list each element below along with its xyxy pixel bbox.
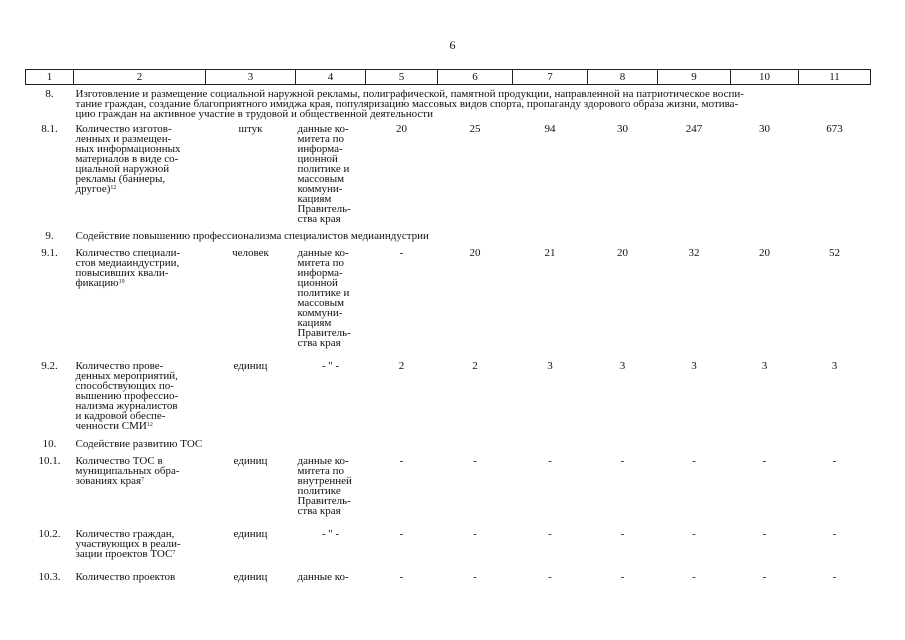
value-col-10: - xyxy=(762,571,767,583)
value-col-8: - xyxy=(620,571,625,583)
value-col-9: - xyxy=(692,571,696,583)
section-title: Изготовление и размещение социальной наружной рекламы, полиграфической, памятной продукции, направленной на патриотическое воспи- тание граждан, создание благоприятного имиджа края, популяризацию массовых видов спорта, пропаганду здорового образа жизни, мотива- цию граждан на активное участие в трудовой и общественной деятельности xyxy=(75,88,744,120)
value-col-10: - xyxy=(762,455,767,467)
unit: единиц xyxy=(233,528,268,540)
value-col-5: - xyxy=(399,247,404,259)
table-row xyxy=(26,358,871,436)
value-col-9: 32 xyxy=(688,247,700,259)
data-source: данные ко- xyxy=(297,571,349,583)
footnote-marker: 7 xyxy=(172,550,176,556)
footnote-marker: 12 xyxy=(146,422,153,428)
unit: единиц xyxy=(233,360,268,372)
table-row xyxy=(26,245,871,358)
section-title: Содействие развитию ТОС xyxy=(75,438,203,450)
value-col-7: - xyxy=(548,528,552,540)
column-header-7: 7 xyxy=(513,70,588,85)
section-row xyxy=(26,85,871,122)
value-col-9: 247 xyxy=(685,123,703,135)
value-col-7: - xyxy=(548,455,552,467)
value-col-7: 3 xyxy=(547,360,553,372)
value-col-7: - xyxy=(548,571,552,583)
section-row xyxy=(26,229,871,245)
value-col-5: - xyxy=(399,455,404,467)
indicator-name: Количество прове- денных мероприятий, способствующих по- вышению профессио- нализма журналистов и кадровой обеспе- ченности СМИ$^{12}$ xyxy=(75,360,179,432)
value-col-11: 673 xyxy=(826,123,843,135)
data-source: данные ко- митета по информа- ционной политике и массовым коммуни- кациям Правитель- ства края xyxy=(297,123,351,225)
row-number: 9.2. xyxy=(41,360,58,372)
value-col-11: 52 xyxy=(829,247,840,259)
value-col-10: 30 xyxy=(759,123,770,135)
page-number: 6 xyxy=(449,38,456,52)
section-number: 9. xyxy=(45,230,54,242)
indicator-name: Количество граждан, участвующих в реали- зации проектов ТОС$^7$ xyxy=(75,528,181,560)
row-number: 10.2. xyxy=(38,528,61,540)
value-col-8: 20 xyxy=(617,247,628,259)
column-header-9: 9 xyxy=(658,70,731,85)
section-row xyxy=(26,436,871,453)
column-header-2: 2 xyxy=(74,70,206,85)
value-col-11: - xyxy=(832,455,837,467)
section-number: 8. xyxy=(45,88,54,100)
value-col-11: 3 xyxy=(831,360,838,372)
table-header-row xyxy=(26,70,871,85)
value-col-10: - xyxy=(762,528,767,540)
table-row xyxy=(26,121,871,229)
column-header-6: 6 xyxy=(438,70,513,85)
data-source: - " - xyxy=(321,360,340,372)
value-col-6: - xyxy=(473,528,477,540)
table-row xyxy=(26,453,871,526)
unit: единиц xyxy=(233,571,268,583)
indicator-name: Количество ТОС в муниципальных обра- зованиях края$^7$ xyxy=(75,455,180,487)
value-col-6: - xyxy=(473,571,477,583)
data-source: данные ко- митета по внутренней политике Правитель- ства края xyxy=(297,455,352,517)
indicator-name: Количество специали- стов медиаиндустрии, повысивших квали- фикацию$^{19}$ xyxy=(75,247,181,289)
value-col-10: 20 xyxy=(759,247,770,259)
value-col-11: - xyxy=(832,528,837,540)
value-col-6: 2 xyxy=(472,360,478,372)
value-col-5: - xyxy=(399,528,404,540)
row-number: 8.1. xyxy=(41,123,58,135)
row-number: 10.1. xyxy=(38,455,61,467)
indicator-name: Количество проектов xyxy=(75,571,176,583)
unit: человек xyxy=(232,247,269,259)
indicator-name: Количество изготов- ленных и размещен- ных информационных материалов в виде со- циальной наружной рекламы (баннеры, другое)$^{12}$ xyxy=(75,123,181,195)
unit: единиц xyxy=(233,455,268,467)
value-col-8: 3 xyxy=(619,360,626,372)
value-col-6: - xyxy=(473,455,477,467)
data-source: - " - xyxy=(321,528,340,540)
column-header-11: 11 xyxy=(799,70,871,85)
value-col-11: - xyxy=(832,571,837,583)
value-col-6: 20 xyxy=(469,247,481,259)
value-col-5: 2 xyxy=(398,360,405,372)
column-header-5: 5 xyxy=(366,70,438,85)
unit: штук xyxy=(238,123,263,135)
value-col-8: - xyxy=(620,528,625,540)
value-col-9: - xyxy=(692,528,696,540)
value-col-6: 25 xyxy=(469,123,481,135)
data-source: данные ко- митета по информа- ционной политике и массовым коммуни- кациям Правитель- ства края xyxy=(297,247,351,349)
indicators-table xyxy=(25,69,871,587)
footnote-marker: 7 xyxy=(141,477,145,483)
value-col-7: 21 xyxy=(544,247,556,259)
value-col-7: 94 xyxy=(544,123,556,135)
value-col-5: - xyxy=(399,571,404,583)
value-col-8: 30 xyxy=(617,123,628,135)
column-header-1: 1 xyxy=(26,70,74,85)
column-header-10: 10 xyxy=(731,70,799,85)
section-title: Содействие повышению профессионализма специалистов медиаиндустрии xyxy=(75,230,429,242)
section-number: 10. xyxy=(42,438,57,450)
table-row xyxy=(26,526,871,569)
column-header-8: 8 xyxy=(588,70,658,85)
table-row xyxy=(26,569,871,587)
value-col-8: - xyxy=(620,455,625,467)
column-header-4: 4 xyxy=(296,70,366,85)
value-col-5: 20 xyxy=(396,123,407,135)
row-number: 9.1. xyxy=(41,247,58,259)
value-col-9: - xyxy=(692,455,696,467)
value-col-10: 3 xyxy=(761,360,768,372)
value-col-9: 3 xyxy=(691,360,697,372)
footnote-marker: 19 xyxy=(118,279,125,285)
column-header-3: 3 xyxy=(206,70,296,85)
row-number: 10.3. xyxy=(38,571,61,583)
footnote-marker: 12 xyxy=(110,185,117,191)
